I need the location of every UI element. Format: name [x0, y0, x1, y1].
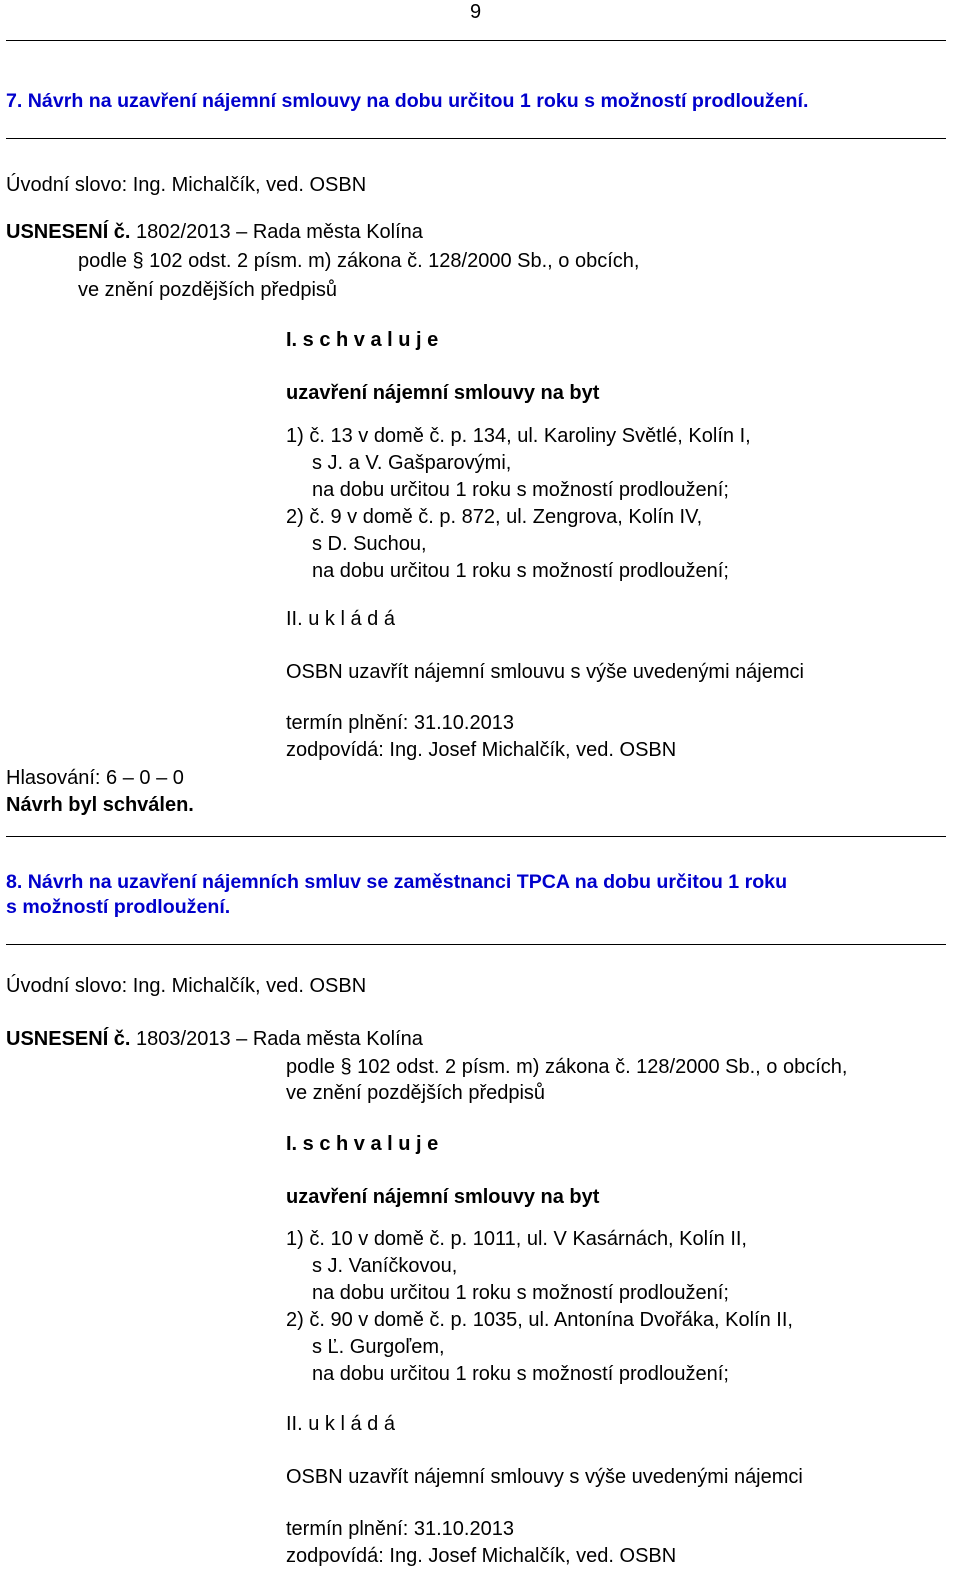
section-7-legal-basis-line2: ve znění pozdějších předpisů — [78, 279, 338, 301]
section-8-legal-basis-line2: ve znění pozdějších předpisů — [286, 1082, 546, 1104]
section-7-item-1-line3: na dobu určitou 1 roku s možností prodloužení; — [312, 479, 729, 501]
resolution-number: 1803/2013 – Rada města Kolína — [130, 1028, 423, 1050]
divider — [6, 836, 946, 837]
section-8-resolution — [6, 1029, 423, 1049]
section-7-item-1-line1: 1) č. 13 v domě č. p. 134, ul. Karoliny Světlé, Kolín I, — [286, 425, 751, 447]
page-number: 9 — [470, 1, 482, 23]
section-8-responsible: zodpovídá: Ing. Josef Michalčík, ved. OSBN — [286, 1545, 677, 1567]
section-7-result: Návrh byl schválen. — [6, 794, 194, 816]
divider — [6, 40, 946, 41]
section-8-heading-line1: 8. Návrh na uzavření nájemních smluv se zaměstnanci TPCA na dobu určitou 1 roku — [6, 871, 788, 893]
divider — [6, 944, 946, 945]
section-7-subject: uzavření nájemní smlouvy na byt — [286, 382, 600, 404]
section-7-deadline: termín plnění: 31.10.2013 — [286, 712, 514, 734]
section-8-item-1-line3: na dobu určitou 1 roku s možností prodloužení; — [312, 1282, 729, 1304]
section-7-responsible: zodpovídá: Ing. Josef Michalčík, ved. OSBN — [286, 739, 677, 761]
section-7-orders-heading: II. u k l á d á — [286, 608, 395, 630]
section-7-item-2-line2: s D. Suchou, — [312, 533, 427, 555]
section-7-vote: Hlasování: 6 – 0 – 0 — [6, 767, 184, 789]
section-7-resolution — [6, 222, 423, 242]
resolution-label: USNESENÍ č. — [6, 221, 131, 243]
section-8-legal-basis-line1: podle § 102 odst. 2 písm. m) zákona č. 128/2000 Sb., o obcích, — [286, 1056, 848, 1078]
section-8-item-1-line1: 1) č. 10 v domě č. p. 1011, ul. V Kasárnách, Kolín II, — [286, 1228, 747, 1250]
section-8-approves-heading: I. s c h v a l u j e — [286, 1133, 439, 1155]
section-7-order-text: OSBN uzavřít nájemní smlouvu s výše uvedenými nájemci — [286, 661, 804, 683]
section-8-intro: Úvodní slovo: Ing. Michalčík, ved. OSBN — [6, 975, 367, 997]
section-7-legal-basis-line1: podle § 102 odst. 2 písm. m) zákona č. 128/2000 Sb., o obcích, — [78, 250, 640, 272]
section-8-item-2-line1: 2) č. 90 v domě č. p. 1035, ul. Antonína Dvořáka, Kolín II, — [286, 1309, 793, 1331]
section-7-approves-heading: I. s c h v a l u j e — [286, 329, 439, 351]
section-8-subject: uzavření nájemní smlouvy na byt — [286, 1186, 600, 1208]
divider — [6, 138, 946, 139]
section-8-item-2-line2: s Ľ. Gurgoľem, — [312, 1336, 445, 1358]
section-8-item-2-line3: na dobu určitou 1 roku s možností prodloužení; — [312, 1363, 729, 1385]
section-8-heading-line2: s možností prodloužení. — [6, 896, 231, 918]
section-7-item-1-line2: s J. a V. Gašparovými, — [312, 452, 512, 474]
section-8-item-1-line2: s J. Vaníčkovou, — [312, 1255, 458, 1277]
section-8-order-text: OSBN uzavřít nájemní smlouvy s výše uvedenými nájemci — [286, 1466, 803, 1488]
section-7-item-2-line3: na dobu určitou 1 roku s možností prodloužení; — [312, 560, 729, 582]
section-8-deadline: termín plnění: 31.10.2013 — [286, 1518, 514, 1540]
section-8-orders-heading: II. u k l á d á — [286, 1413, 395, 1435]
section-7-item-2-line1: 2) č. 9 v domě č. p. 872, ul. Zengrova, Kolín IV, — [286, 506, 703, 528]
resolution-label: USNESENÍ č. — [6, 1028, 131, 1050]
resolution-number: 1802/2013 – Rada města Kolína — [130, 221, 423, 243]
section-7-intro: Úvodní slovo: Ing. Michalčík, ved. OSBN — [6, 174, 367, 196]
section-7-heading: 7. Návrh na uzavření nájemní smlouvy na dobu určitou 1 roku s možností prodloužení. — [6, 90, 809, 112]
